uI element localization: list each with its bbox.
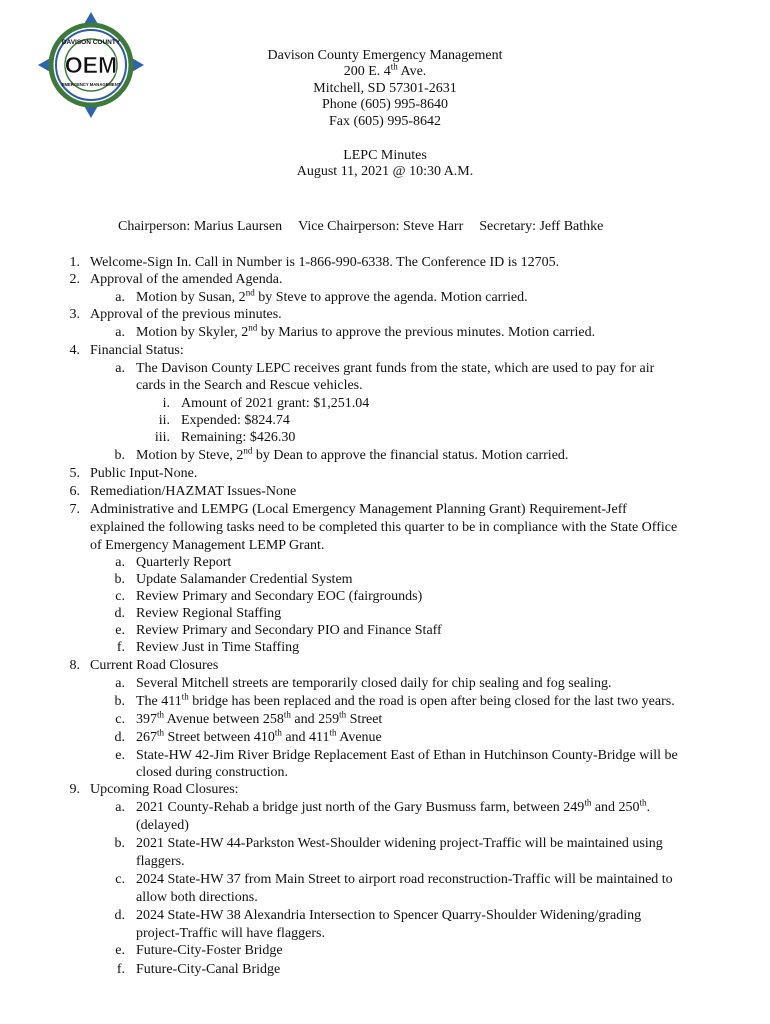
chairperson: Chairperson: Marius Laursen bbox=[118, 219, 283, 234]
list-item: The Davison County LEPC receives grant funds from the state, which are used to pay for air bbox=[136, 361, 655, 376]
document-title bbox=[0, 148, 770, 181]
item-roman: i. bbox=[162, 396, 170, 411]
list-item-continuation: of Emergency Management LEMP Grant. bbox=[90, 538, 325, 553]
item-letter: a. bbox=[115, 800, 125, 815]
item-number: 6. bbox=[69, 484, 80, 499]
item-number: 3. bbox=[69, 307, 80, 322]
item-letter: b. bbox=[114, 836, 125, 851]
list-item: Review Just in Time Staffing bbox=[136, 640, 300, 655]
list-item-continuation: closed during construction. bbox=[136, 765, 289, 780]
item-letter: a. bbox=[115, 290, 125, 305]
address-line-2: Mitchell, SD 57301-2631 bbox=[313, 80, 457, 96]
org-name: Davison County Emergency Management bbox=[267, 48, 503, 63]
list-item: Motion by Susan, 2nd by Steve to approve the agenda. Motion carried. bbox=[136, 287, 528, 305]
list-item: State-HW 42-Jim River Bridge Replacement East of Ethan in Hutchinson County-Bridge will be bbox=[136, 748, 678, 763]
item-letter: f. bbox=[116, 640, 125, 655]
item-letter: d. bbox=[114, 606, 125, 621]
list-item: Review Primary and Secondary EOC (fairgrounds) bbox=[136, 589, 423, 604]
list-item: Future-City-Canal Bridge bbox=[136, 962, 281, 977]
list-item-continuation: cards in the Search and Rescue vehicles. bbox=[136, 378, 363, 393]
list-item: 2024 State-HW 37 from Main Street to airport road reconstruction-Traffic will be maintained to bbox=[136, 872, 673, 887]
title-line-1: LEPC Minutes bbox=[343, 148, 427, 163]
fax: Fax (605) 995-8642 bbox=[329, 113, 441, 129]
item-letter: a. bbox=[115, 676, 125, 691]
secretary: Secretary: Jeff Bathke bbox=[479, 219, 604, 234]
phone: Phone (605) 995-8640 bbox=[322, 97, 448, 113]
item-letter: e. bbox=[115, 748, 125, 763]
address-line-1: 200 E. 4th Ave. bbox=[343, 61, 427, 80]
list-item: Upcoming Road Closures: bbox=[90, 782, 239, 797]
item-number: 8. bbox=[69, 658, 80, 673]
list-item-continuation: explained the following tasks need to be completed this quarter to be in compliance with the State Office bbox=[90, 520, 678, 535]
logo-center-text: OEM bbox=[64, 52, 118, 78]
item-letter: c. bbox=[115, 872, 125, 887]
item-letter: a. bbox=[115, 325, 125, 340]
item-letter: b. bbox=[114, 572, 125, 587]
list-item: Remaining: $426.30 bbox=[181, 430, 296, 445]
item-letter: e. bbox=[115, 943, 125, 958]
list-item: 397th Avenue between 258th and 259th Street bbox=[136, 709, 383, 727]
item-letter: e. bbox=[115, 623, 125, 638]
list-item: Amount of 2021 grant: $1,251.04 bbox=[181, 396, 370, 411]
list-item: Motion by Skyler, 2nd by Marius to approve the previous minutes. Motion carried. bbox=[136, 322, 596, 340]
list-item: Remediation/HAZMAT Issues-None bbox=[90, 484, 297, 499]
list-item: Quarterly Report bbox=[136, 555, 232, 570]
item-roman: iii. bbox=[154, 430, 170, 445]
list-item: Update Salamander Credential System bbox=[136, 572, 353, 587]
item-letter: c. bbox=[115, 712, 125, 727]
list-item: 2021 County-Rehab a bridge just north of the Gary Busmuss farm, between 249th and 250th. bbox=[136, 797, 651, 815]
list-item: 267th Street between 410th and 411th Avenue bbox=[136, 727, 382, 745]
list-item: Several Mitchell streets are temporarily closed daily for chip sealing and fog sealing. bbox=[136, 676, 612, 691]
logo-top-text: DAVISON COUNTY bbox=[61, 39, 121, 46]
logo-bottom-text: EMERGENCY MANAGEMENT bbox=[61, 82, 121, 87]
list-item: Review Primary and Secondary PIO and Finance Staff bbox=[136, 623, 442, 638]
list-item: Welcome-Sign In. Call in Number is 1-866-990-6338. The Conference ID is 12705. bbox=[90, 255, 560, 270]
letterhead bbox=[0, 48, 770, 130]
item-letter: f. bbox=[116, 962, 125, 977]
list-item: Future-City-Foster Bridge bbox=[136, 943, 283, 958]
list-item: Approval of the previous minutes. bbox=[90, 307, 282, 322]
list-item: Current Road Closures bbox=[90, 658, 219, 673]
list-item: Public Input-None. bbox=[90, 466, 198, 481]
item-letter: d. bbox=[114, 730, 125, 745]
list-item: Motion by Steve, 2nd by Dean to approve the financial status. Motion carried. bbox=[136, 445, 569, 463]
item-number: 2. bbox=[69, 272, 80, 287]
list-item-continuation: allow both directions. bbox=[136, 890, 258, 905]
item-letter: d. bbox=[114, 908, 125, 923]
item-number: 5. bbox=[69, 466, 80, 481]
title-line-2: August 11, 2021 @ 10:30 A.M. bbox=[296, 164, 474, 180]
item-letter: a. bbox=[115, 361, 125, 376]
list-item: Review Regional Staffing bbox=[136, 606, 282, 621]
vice-chairperson: Vice Chairperson: Steve Harr bbox=[298, 219, 464, 234]
item-number: 4. bbox=[69, 343, 80, 358]
item-letter: b. bbox=[114, 694, 125, 709]
list-item: 2024 State-HW 38 Alexandria Intersection to Spencer Quarry-Shoulder Widening/grading bbox=[136, 908, 642, 923]
list-item: Approval of the amended Agenda. bbox=[90, 272, 283, 287]
officers-line bbox=[118, 218, 619, 235]
item-letter: b. bbox=[114, 448, 125, 463]
list-item: Expended: $824.74 bbox=[181, 413, 290, 428]
item-letter: c. bbox=[115, 589, 125, 604]
item-number: 1. bbox=[69, 255, 80, 270]
list-item: Financial Status: bbox=[90, 343, 184, 358]
item-number: 9. bbox=[69, 782, 80, 797]
list-item-continuation: project-Traffic will have flaggers. bbox=[136, 926, 325, 941]
list-item: 2021 State-HW 44-Parkston West-Shoulder widening project-Traffic will be maintained using bbox=[136, 836, 663, 851]
list-item-continuation: flaggers. bbox=[136, 854, 185, 869]
item-letter: a. bbox=[115, 555, 125, 570]
item-roman: ii. bbox=[158, 413, 170, 428]
list-item: The 411th bridge has been replaced and the road is open after being closed for the last two years. bbox=[136, 691, 675, 709]
list-item-continuation: (delayed) bbox=[136, 818, 189, 833]
list-item: Administrative and LEMPG (Local Emergency Management Planning Grant) Requirement-Jeff bbox=[90, 502, 627, 517]
item-number: 7. bbox=[69, 502, 80, 517]
